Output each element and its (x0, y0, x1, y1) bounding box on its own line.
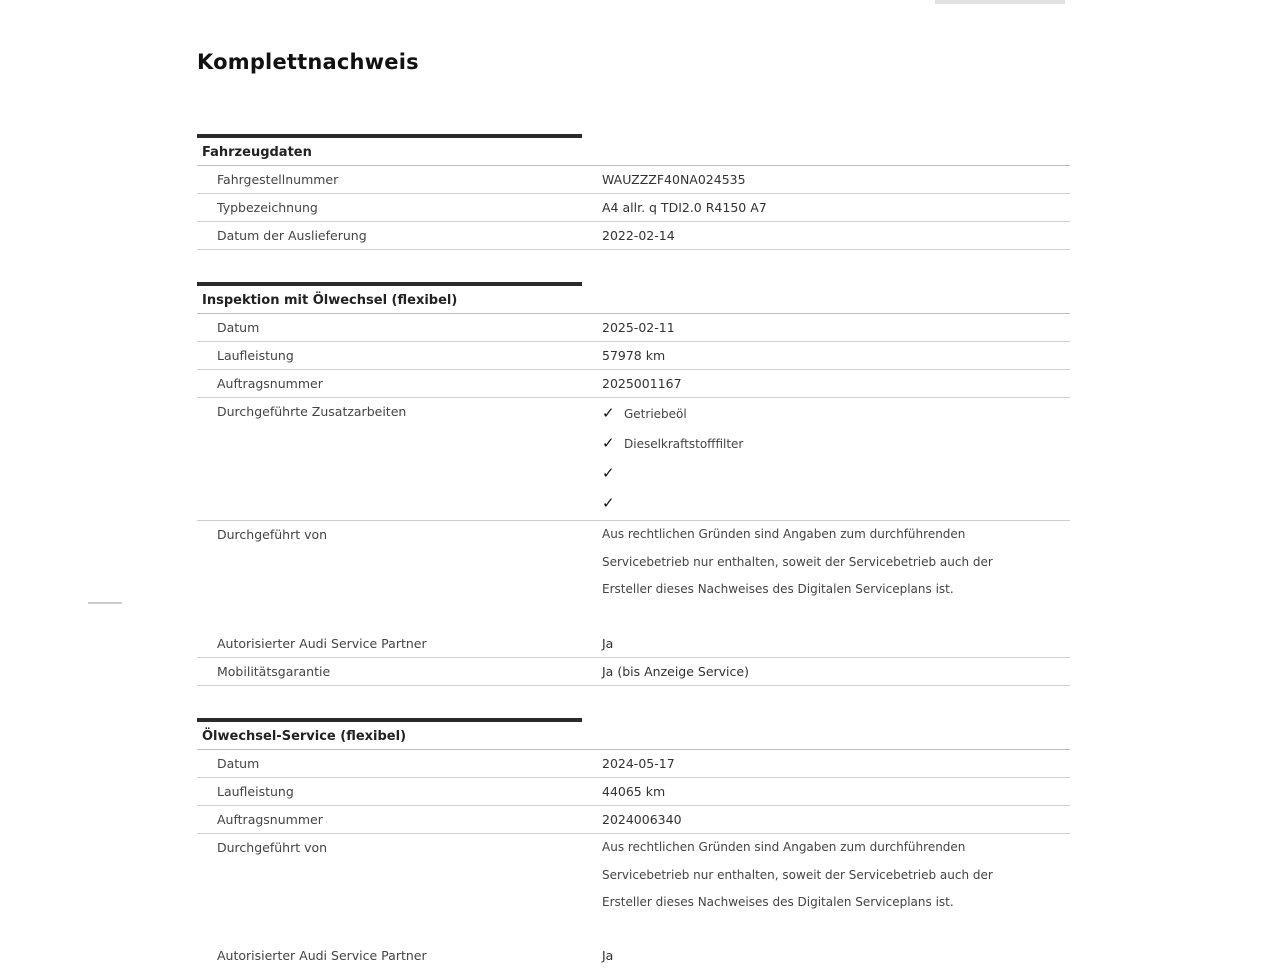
row-label: Autorisierter Audi Service Partner (217, 948, 427, 963)
row-value: 2022-02-14 (602, 228, 675, 243)
legal-note-line: Ersteller dieses Nachweises des Digitalen Serviceplans ist. (602, 895, 954, 909)
check-item (602, 398, 1070, 428)
row-label: Durchgeführt von (217, 840, 328, 855)
row-datum (197, 750, 1070, 778)
row-label: Mobilitätsgarantie (217, 664, 331, 679)
check-item (602, 428, 1070, 458)
row-value: Ja (bis Anzeige Service) (602, 664, 749, 679)
row-label: Autorisierter Audi Service Partner (217, 636, 427, 651)
legal-note (602, 521, 1070, 604)
section-inspektion (197, 282, 1070, 686)
row-label: Auftragsnummer (217, 376, 323, 391)
legal-note-line: Aus rechtlichen Gründen sind Angaben zum durchführenden (602, 840, 966, 854)
row-datum (197, 314, 1070, 342)
row-durchgefuehrt-von (197, 521, 1070, 630)
page-title: Komplettnachweis (197, 50, 419, 74)
legal-note-line: Aus rechtlichen Gründen sind Angaben zum durchführenden (602, 527, 966, 541)
margin-mark (88, 602, 122, 604)
row-value: 57978 km (602, 348, 666, 363)
row-laufleistung (197, 342, 1070, 370)
row-value: 2025001167 (602, 376, 682, 391)
row-typbezeichnung (197, 194, 1070, 222)
checkmark-icon: ✓ (602, 494, 615, 512)
row-label: Durchgeführte Zusatzarbeiten (217, 404, 407, 419)
legal-note-line: Ersteller dieses Nachweises des Digitalen Serviceplans ist. (602, 582, 954, 596)
scan-artifact (935, 0, 1065, 4)
row-label: Datum der Auslieferung (217, 228, 367, 243)
row-mobilitaetsgarantie (197, 658, 1070, 686)
row-auftragsnummer (197, 370, 1070, 398)
row-value: 2024-05-17 (602, 756, 675, 771)
row-label: Datum (217, 756, 260, 771)
row-value: 2025-02-11 (602, 320, 675, 335)
row-auftragsnummer (197, 806, 1070, 834)
row-durchgefuehrt-von (197, 834, 1070, 942)
row-label: Auftragsnummer (217, 812, 323, 827)
legal-note (602, 834, 1070, 917)
legal-note-line: Servicebetrieb nur enthalten, soweit der Servicebetrieb auch der (602, 867, 993, 882)
check-text: Dieselkraftstofffilter (624, 437, 744, 451)
row-fahrgestellnummer (197, 166, 1070, 194)
row-service-partner (197, 942, 1070, 969)
check-text: Getriebeöl (624, 407, 687, 421)
checkmark-icon: ✓ (602, 464, 615, 482)
row-value: Ja (602, 636, 614, 651)
check-item (602, 488, 1070, 518)
row-value: 2024006340 (602, 812, 682, 827)
row-label: Laufleistung (217, 348, 294, 363)
section-heading: Inspektion mit Ölwechsel (flexibel) (197, 286, 1070, 314)
checkmark-icon: ✓ (602, 434, 615, 452)
row-zusatzarbeiten (197, 398, 1070, 521)
section-fahrzeugdaten (197, 134, 1070, 250)
section-heading: Fahrzeugdaten (197, 138, 1070, 166)
row-value: 44065 km (602, 784, 666, 799)
row-label: Durchgeführt von (217, 527, 328, 542)
row-service-partner (197, 630, 1070, 658)
section-heading: Ölwechsel-Service (flexibel) (197, 722, 1070, 750)
check-item (602, 458, 1070, 488)
row-laufleistung (197, 778, 1070, 806)
row-label: Datum (217, 320, 260, 335)
row-auslieferung (197, 222, 1070, 250)
row-value: A4 allr. q TDI2.0 R4150 A7 (602, 200, 767, 215)
row-label: Fahrgestellnummer (217, 172, 339, 187)
checkmark-icon: ✓ (602, 404, 615, 422)
section-oelwechsel (197, 718, 1070, 969)
row-value: Ja (602, 948, 614, 963)
legal-note-line: Servicebetrieb nur enthalten, soweit der Servicebetrieb auch der (602, 554, 993, 569)
row-value: WAUZZZF40NA024535 (602, 172, 746, 187)
check-list (602, 398, 1070, 518)
row-label: Laufleistung (217, 784, 294, 799)
row-label: Typbezeichnung (217, 200, 318, 215)
